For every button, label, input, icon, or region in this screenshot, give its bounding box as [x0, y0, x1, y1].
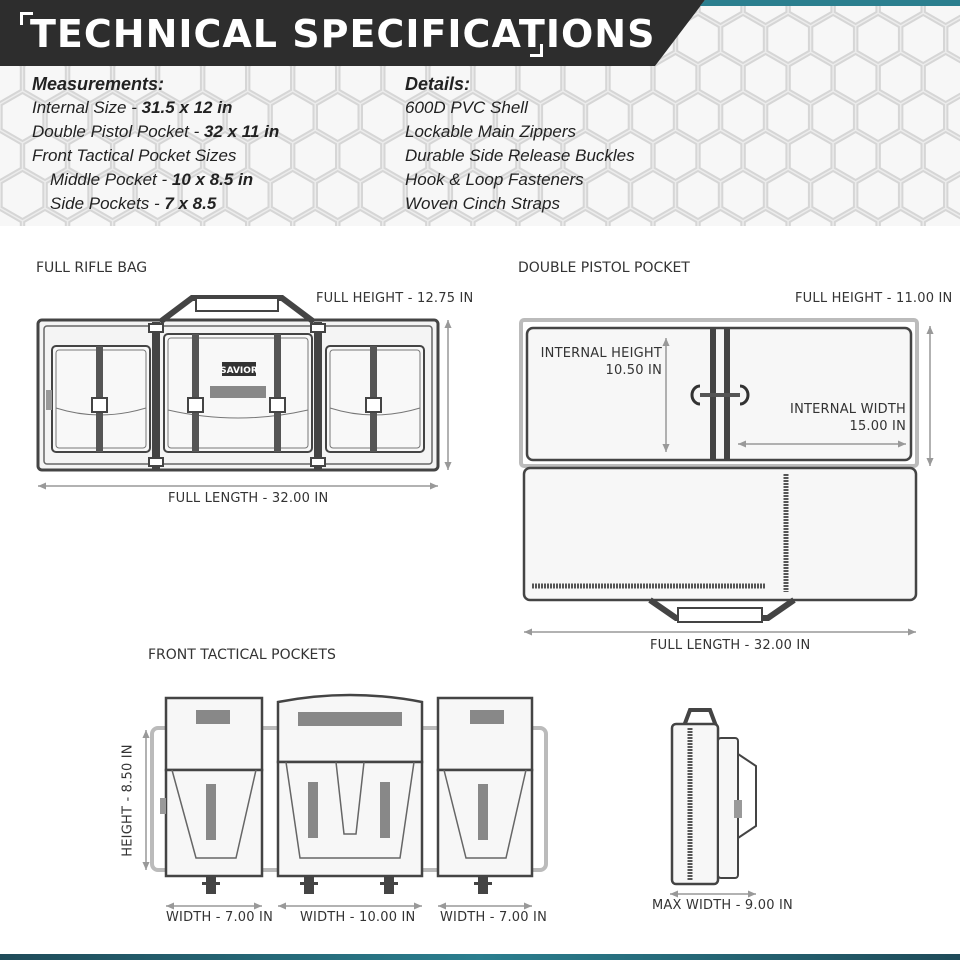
- tactical-height-label: HEIGHT - 8.50 IN: [120, 744, 136, 857]
- tactical-pockets-drawing: [152, 695, 546, 894]
- measurements-list: [32, 72, 279, 216]
- tactical-width-right-label: WIDTH - 7.00 IN: [440, 910, 548, 925]
- hexagon-cell: [835, 132, 877, 180]
- hexagon-cell: [722, 93, 764, 141]
- hexagon-cell: [902, 93, 944, 141]
- page-title: TECHNICAL SPECIFICATIONS: [30, 12, 656, 56]
- tactical-pockets-title: FRONT TACTICAL POCKETS: [148, 647, 336, 663]
- hexagon-cell: [632, 171, 674, 219]
- hexagon-cell: [767, 171, 809, 219]
- hexagon-cell: [722, 171, 764, 219]
- measurement-line-side-pockets: [32, 192, 279, 216]
- hexagon-cell: [790, 132, 832, 180]
- hexagon-cell: [902, 171, 944, 219]
- hexagon-cell: [880, 132, 922, 180]
- hexagon-cell: [632, 93, 674, 141]
- side-view-drawing: [672, 710, 756, 884]
- measurements-heading: Measurements:: [32, 74, 165, 94]
- measurement-line-front-pockets: [32, 144, 279, 168]
- pistol-pocket-title: DOUBLE PISTOL POCKET: [518, 260, 690, 276]
- measurement-value: 31.5 x 12 in: [141, 98, 233, 117]
- measurement-line-middle-pocket: [32, 168, 279, 192]
- internal-width-label-2: 15.00 IN: [849, 419, 906, 434]
- internal-height-label-2: 10.50 IN: [605, 363, 662, 378]
- detail-line: Lockable Main Zippers: [405, 122, 577, 141]
- hexagon-cell: [294, 132, 336, 180]
- rifle-bag-title: FULL RIFLE BAG: [36, 260, 148, 276]
- hexagon-cell: [317, 93, 359, 141]
- hexagon-cell: [857, 93, 899, 141]
- pistol-pocket-drawing: [521, 320, 917, 622]
- hexagon-cell: [317, 171, 359, 219]
- internal-width-label-1: INTERNAL WIDTH: [790, 402, 906, 417]
- hexagon-cell: [362, 171, 404, 219]
- product-drawings: [0, 226, 960, 960]
- hexagon-cell: [362, 93, 404, 141]
- pistol-length-label: FULL LENGTH - 32.00 IN: [650, 638, 811, 653]
- detail-line: Hook & Loop Fasteners: [405, 170, 584, 189]
- hexagon-cell: [857, 171, 899, 219]
- hexagon-cell: [745, 132, 787, 180]
- title-bracket-right: [530, 44, 543, 57]
- measurement-label: Internal Size -: [32, 98, 142, 117]
- rifle-length-label: FULL LENGTH - 32.00 IN: [168, 491, 329, 506]
- hexagon-cell: [677, 171, 719, 219]
- hexagon-cell: [655, 132, 697, 180]
- hexagon-cell: [340, 132, 382, 180]
- hexagon-cell: [767, 93, 809, 141]
- measurement-line-internal-size: [32, 96, 279, 120]
- details-list: [405, 72, 635, 216]
- measurement-value: 10 x 8.5 in: [171, 170, 254, 189]
- measurement-line-pistol-pocket: [32, 120, 279, 144]
- hexagon-cell: [812, 93, 854, 141]
- tactical-width-left-label: WIDTH - 7.00 IN: [166, 910, 274, 925]
- detail-line: Woven Cinch Straps: [405, 194, 560, 213]
- hexagon-cell: [700, 132, 742, 180]
- diagram-area: [0, 226, 960, 960]
- hexagon-cell: [812, 171, 854, 219]
- footer-accent-bar: [0, 954, 960, 960]
- tactical-width-middle-label: WIDTH - 10.00 IN: [300, 910, 416, 925]
- measurement-value: 32 x 11 in: [203, 122, 280, 141]
- rifle-bag-drawing: [38, 298, 438, 470]
- rifle-height-label: FULL HEIGHT - 12.75 IN: [316, 291, 474, 306]
- hexagon-cell: [925, 132, 960, 180]
- side-width-label: MAX WIDTH - 9.00 IN: [652, 898, 793, 913]
- internal-height-label-1: INTERNAL HEIGHT: [540, 346, 662, 361]
- measurement-label: Front Tactical Pocket Sizes: [32, 146, 237, 165]
- header-banner: [0, 0, 960, 226]
- details-heading: Details:: [405, 74, 471, 94]
- measurement-value: 7 x 8.5: [164, 194, 217, 213]
- measurement-label: Side Pockets -: [50, 194, 165, 213]
- detail-line: Durable Side Release Buckles: [405, 146, 635, 165]
- measurement-label: Double Pistol Pocket -: [32, 122, 204, 141]
- measurement-label: Middle Pocket -: [50, 170, 172, 189]
- brand-logo: SAVIOR: [220, 366, 258, 376]
- pistol-height-label: FULL HEIGHT - 11.00 IN: [795, 291, 953, 306]
- detail-line: 600D PVC Shell: [405, 98, 528, 117]
- hexagon-cell: [677, 93, 719, 141]
